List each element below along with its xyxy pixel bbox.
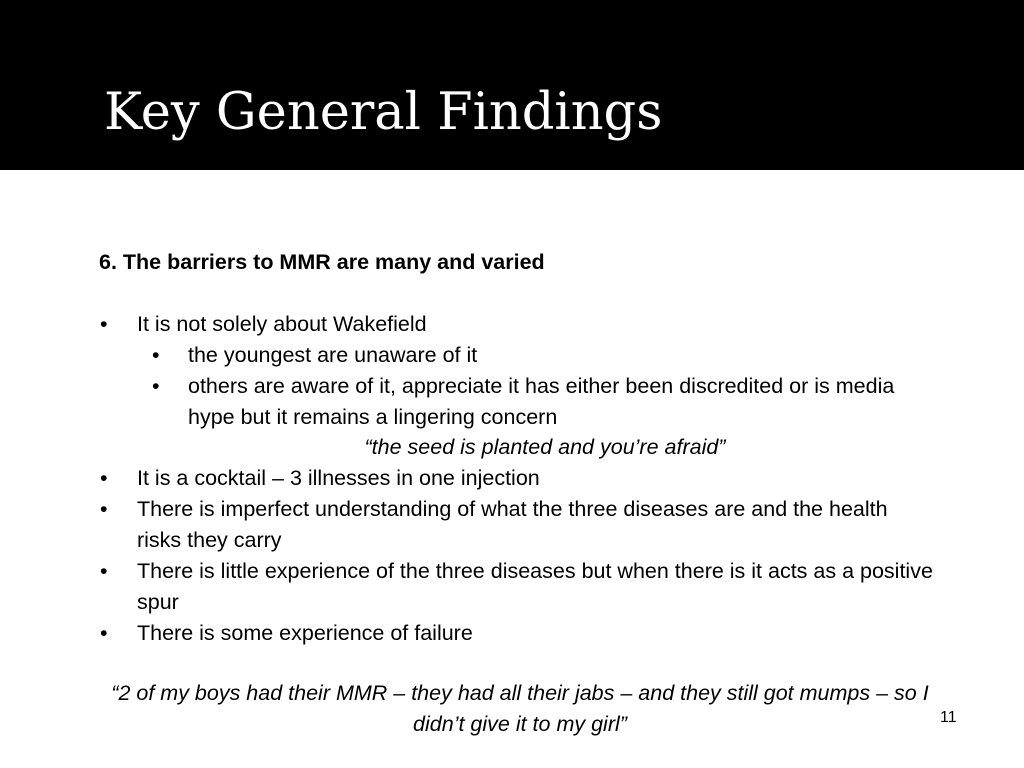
sub-bullet-marker: • xyxy=(152,374,160,398)
bullet-marker: • xyxy=(100,312,108,336)
page-number: 11 xyxy=(940,709,957,726)
closing-quote: “2 of my boys had their MMR – they had all their jabs – and they still got mumps – so I didn’t give it to my girl” xyxy=(111,681,929,736)
sub-bullet-item-1: the youngest are unaware of it xyxy=(188,343,478,367)
bullet-item-3: There is imperfect understanding of what the three diseases are and the health risks they carry xyxy=(137,497,888,552)
bullet-item-2: It is a cocktail – 3 illnesses in one injection xyxy=(137,466,540,490)
sub-bullet-item-2: others are aware of it, appreciate it has either been discredited or is media hype but it remains a lingering concern xyxy=(188,374,895,429)
sub-bullet-marker: • xyxy=(152,343,160,367)
section-heading: 6. The barriers to MMR are many and varied xyxy=(99,250,545,274)
bullet-item-1: It is not solely about Wakefield xyxy=(137,312,427,336)
slide-title: Key General Findings xyxy=(104,83,663,142)
inline-quote: “the seed is planted and you’re afraid” xyxy=(364,435,726,459)
bullet-marker: • xyxy=(100,497,108,521)
bullet-marker: • xyxy=(100,559,108,583)
bullet-item-4: There is little experience of the three diseases but when there is it acts as a positive spur xyxy=(137,559,933,614)
bullet-marker: • xyxy=(100,466,108,490)
bullet-marker: • xyxy=(100,621,108,645)
bullet-item-5: There is some experience of failure xyxy=(137,621,473,645)
